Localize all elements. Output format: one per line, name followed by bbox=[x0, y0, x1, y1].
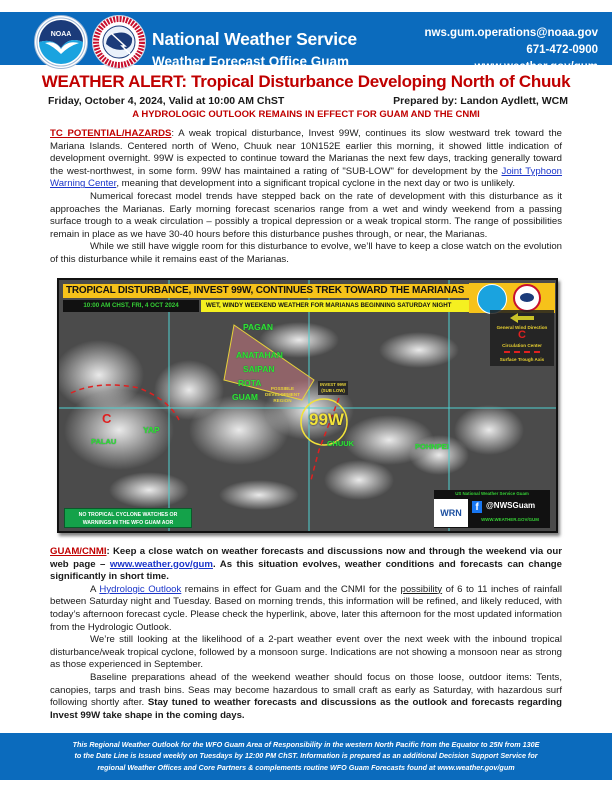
graphic-timestamp: 10:00 AM CHST, FRI, 4 OCT 2024 bbox=[63, 300, 199, 312]
development-region-label: POSSIBLE DEVELOPMENT REGION bbox=[265, 386, 300, 403]
legend-circ-symbol: C bbox=[518, 329, 526, 341]
place-label: POHNPEI bbox=[415, 442, 449, 451]
invest-name: 99W bbox=[309, 410, 344, 429]
place-label: PAGAN bbox=[243, 322, 274, 332]
graphic-nws-logo bbox=[513, 284, 541, 312]
org-name: National Weather Service bbox=[152, 29, 357, 49]
social-handle[interactable]: @NWSGuam bbox=[486, 501, 536, 510]
guam-cnmi-section bbox=[50, 546, 562, 722]
contact-phone: 671-472-0900 bbox=[526, 44, 598, 56]
place-label: PALAU bbox=[91, 437, 117, 446]
tc-section-label: TC POTENTIAL/HAZARDS bbox=[50, 128, 172, 139]
tc-p1-text-b: , meaning that development into a significant tropical cyclone in the next day or two is unlikely. bbox=[116, 178, 516, 190]
noaa-logo bbox=[34, 15, 88, 69]
invest-label: INVEST 99W (SUB LOW) bbox=[320, 382, 347, 393]
map-legend bbox=[490, 310, 554, 366]
wrn-logo: WRN bbox=[434, 499, 468, 527]
header-banner bbox=[0, 12, 612, 73]
place-label: CHUUK bbox=[327, 439, 355, 448]
wfo-guam-link[interactable]: www.weather.gov/gum bbox=[109, 558, 213, 570]
legend-trough: Surface Trough Axis bbox=[499, 357, 545, 362]
jtwc-link[interactable]: Joint Typhoon Warning Center bbox=[50, 165, 563, 190]
guam-paragraph-2: A Hydrologic Outlook remains in effect for Guam and the CNMI for the possibility of 6 to 11 inches of rainfall between Saturday night and Tuesday. Based on morning trends, this information will be refined, and likely reduced, with today’s afternoon forecast cycle. Please check the hyperlink, above, later this afternoon for the most updated information from the Hydrologic Outlook. bbox=[50, 583, 562, 633]
guam-paragraph-3: We’re still looking at the likelihood of a 2-part weather event over the next week with the inbound tropical disturbance/weak tropical cyclone, followed by a monsoon surge. Indications are not showing a monsoon near as strong as those experienced in September. bbox=[50, 634, 562, 671]
contact-email[interactable]: nws.gum.operations@noaa.gov bbox=[424, 27, 598, 39]
social-site[interactable]: WWW.WEATHER.GOV/GUM bbox=[481, 517, 539, 522]
facebook-icon: f bbox=[472, 501, 482, 513]
footer-banner bbox=[0, 733, 612, 780]
aor-notice: NO TROPICAL CYCLONE WATCHES OR WARNINGS IN THE WFO GUAM AOR bbox=[64, 508, 192, 528]
place-label: YAP bbox=[143, 425, 160, 435]
guam-paragraph-1: GUAM/CNMI: Keep a close watch on weather forecasts and discussions now and through the weekend via our web page – www.weather.gov/gum. As this situation evolves, weather conditions and forecasts can change significantly in short time. bbox=[50, 546, 562, 583]
tc-paragraph-2: Numerical forecast model trends have stepped back on the rate of development with this disturbance as it approaches the Marianas. Early morning forecast scenarios range from a wet and windy weekend from a passing surface trough to a weak circulation – possibly a tropical depression or a weak tropical storm. The range of possibilities remain in place as we have 30-40 hours before this disturbance pushes through, or near, the Marianas. bbox=[50, 190, 562, 240]
contact-website[interactable]: www.weather.gov/gum bbox=[474, 61, 598, 73]
hydrologic-outlook-link[interactable]: Hydrologic Outlook bbox=[99, 583, 182, 595]
place-label: ANATAHAN bbox=[236, 350, 283, 360]
graphic-subtitle: WET, WINDY WEEKEND WEATHER FOR MARIANAS BEGINNING SATURDAY NIGHT bbox=[201, 300, 474, 312]
tc-p1-text-a: : A weak tropical disturbance, Invest 99W, continues its slow westward trek toward the Mariana Islands. Centered north of Weno, Chuuk near 10N152E earlier this morning, it showed little indication of development overnight. 99W is expected to continue toward the Marianas the next few days, tracking generally toward the west-northwest, in some form. 99W has maintained a rating of "SUB-LOW" for development by the bbox=[50, 128, 562, 177]
circulation-center-marker: C bbox=[102, 411, 112, 426]
guam-section-label: GUAM/CNMI bbox=[50, 546, 107, 557]
social-office: US National Weather Service Guam bbox=[455, 491, 529, 496]
tc-potential-section bbox=[50, 128, 562, 267]
noaa-logo-text: NOAA bbox=[50, 31, 72, 38]
footer-line-1: This Regional Weather Outlook for the WFO Guam Area of Responsibility in the western North Pacific from the Equator to 25N from 130E bbox=[72, 740, 540, 749]
alert-dateline: Friday, October 4, 2024, Valid at 10:00 AM ChST bbox=[48, 95, 285, 107]
legend-wind: General Wind Direction bbox=[496, 325, 548, 330]
office-name: Weather Forecast Office Guam bbox=[152, 54, 350, 69]
footer-line-2: to the Date Line is Issued weekly on Tuesdays by 12:00 PM ChST. Information is prepared as an additional Decision Support Service for bbox=[74, 751, 538, 761]
contact-block bbox=[424, 25, 598, 76]
alert-title: WEATHER ALERT: Tropical Disturbance Developing North of Chuuk bbox=[41, 72, 571, 91]
tc-paragraph-3: While we still have wiggle room for this disturbance to evolve, we’ll have to keep a close watch on the evolution of this disturbance while it remains east of the Marianas. bbox=[50, 241, 562, 265]
footer-line-3: regional Weather Offices and Core Partners & complements routine WFO Guam Forecasts found at www.weather.gov/gum bbox=[97, 762, 515, 772]
wind-direction-arrow-icon bbox=[510, 313, 534, 323]
legend-circ: Circulation Center bbox=[502, 343, 542, 348]
graphic-logo-strip bbox=[469, 283, 555, 313]
social-block bbox=[434, 490, 550, 528]
legend-trough-line bbox=[504, 351, 540, 353]
guam-paragraph-4: Baseline preparations ahead of the weekend weather should focus on those loose, outdoor items: Tents, canopies, tarps and trash bins. Seas may become hazardous to small craft as early as Saturday, with hazardous surf following shortly after. Stay tuned to weather forecasts and discussions as the outlook and forecasts regarding Invest 99W take shape in the coming days. bbox=[50, 671, 562, 721]
place-label: ROTA bbox=[238, 378, 262, 388]
prepared-by: Prepared by: Landon Aydlett, WCM bbox=[393, 95, 568, 107]
place-label: GUAM bbox=[232, 392, 258, 402]
satellite-graphic bbox=[57, 278, 558, 533]
nws-logo bbox=[92, 15, 146, 69]
hydrologic-banner: A HYDROLOGIC OUTLOOK REMAINS IN EFFECT FOR GUAM AND THE CNMI bbox=[132, 109, 480, 120]
tc-paragraph-1 bbox=[50, 128, 562, 191]
place-label: SAIPAN bbox=[243, 364, 275, 374]
graphic-title: TROPICAL DISTURBANCE, INVEST 99W, CONTINUES TREK TOWARD THE MARIANAS bbox=[63, 284, 471, 298]
